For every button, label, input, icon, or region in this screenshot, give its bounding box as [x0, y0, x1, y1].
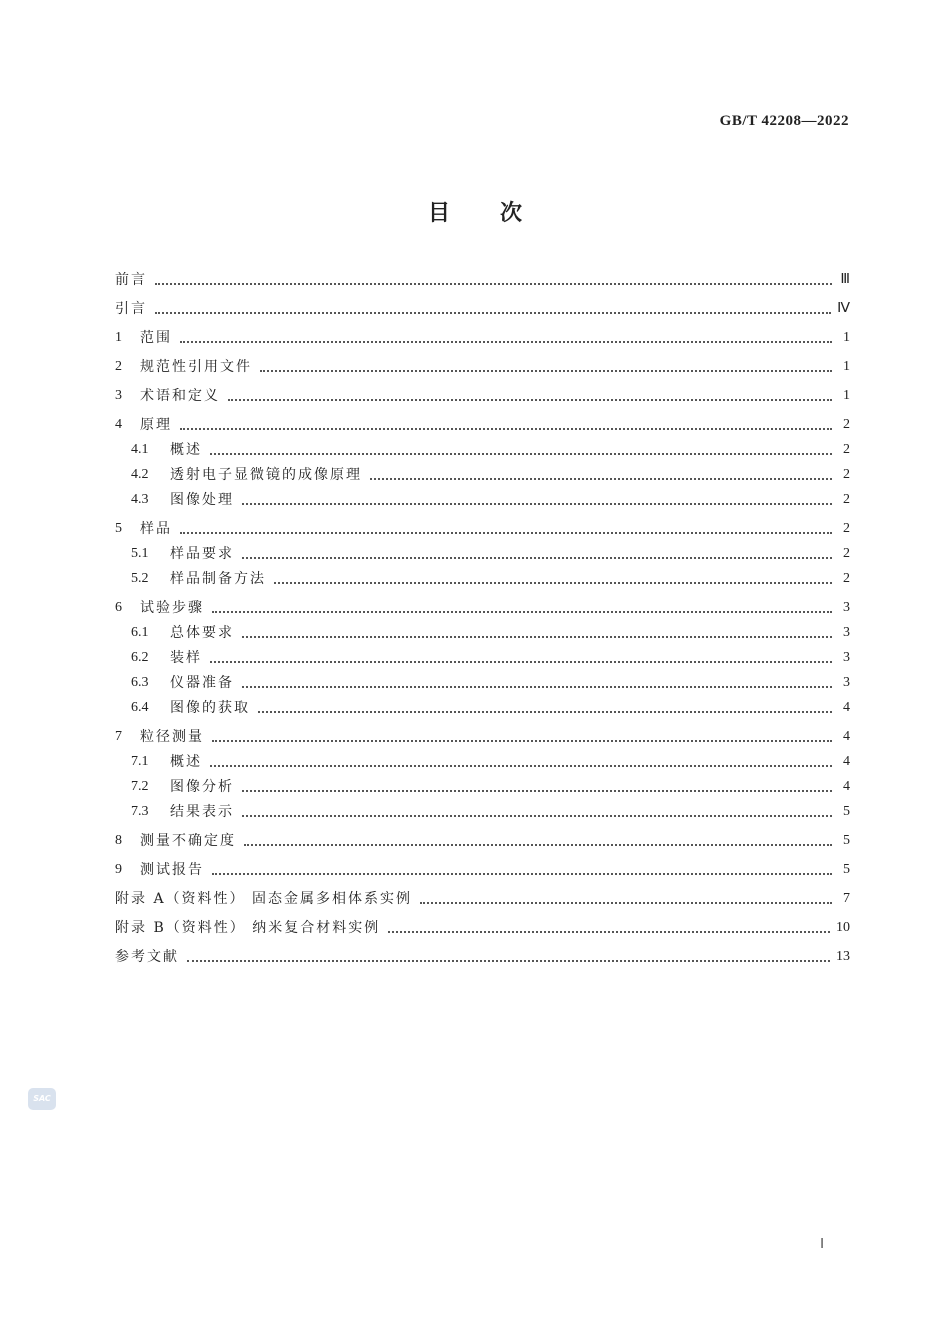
toc-entry-label: 术语和定义 — [140, 388, 220, 404]
dot-leader — [212, 611, 832, 613]
dot-leader — [242, 815, 832, 817]
toc-entry[interactable] — [115, 545, 850, 563]
dot-leader — [187, 960, 830, 962]
toc-entry-page: 2 — [843, 546, 850, 561]
dot-leader — [210, 765, 832, 767]
toc-entry-label: 仪器准备 — [170, 675, 234, 691]
toc-entry-page: 5 — [843, 862, 850, 877]
dot-leader — [180, 532, 832, 534]
toc-entry-label: 透射电子显微镜的成像原理 — [170, 467, 362, 483]
toc-entry-label: 样品制备方法 — [170, 571, 266, 587]
toc-entry[interactable] — [115, 358, 850, 376]
dot-leader — [155, 312, 831, 314]
toc-entry-label: 规范性引用文件 — [140, 359, 252, 375]
toc-entry-number: 7.3 — [131, 804, 149, 819]
toc-entry-page: 2 — [843, 571, 850, 586]
toc-entry-page: 2 — [843, 492, 850, 507]
toc-entry-page: 7 — [843, 891, 850, 906]
toc-entry[interactable] — [115, 491, 850, 509]
toc-entry-number: 4.1 — [131, 442, 149, 457]
dot-leader — [212, 740, 832, 742]
dot-leader — [420, 902, 832, 904]
toc-entry-page: 10 — [836, 920, 850, 935]
toc-entry-label: 结果表示 — [170, 804, 234, 820]
toc-entry-label: 图像处理 — [170, 492, 234, 508]
toc-entry-number: 6.4 — [131, 700, 149, 715]
dot-leader — [242, 790, 832, 792]
toc-entry-page: 3 — [843, 650, 850, 665]
toc-entry[interactable] — [115, 624, 850, 642]
dot-leader — [210, 661, 832, 663]
dot-leader — [260, 370, 832, 372]
toc-entry[interactable] — [115, 441, 850, 459]
toc-entry-label: 附录 B（资料性） 纳米复合材料实例 — [115, 920, 381, 936]
toc-entry-label: 装样 — [170, 650, 202, 666]
toc-entry-label: 试验步骤 — [140, 600, 204, 616]
toc-entry[interactable] — [115, 599, 850, 617]
toc-entry-label: 范围 — [140, 330, 172, 346]
toc-entry[interactable] — [115, 387, 850, 405]
toc-entry[interactable] — [115, 416, 850, 434]
toc-entry-label: 总体要求 — [170, 625, 234, 641]
toc-entry-number: 4 — [115, 417, 122, 432]
toc-entry-number: 1 — [115, 330, 122, 345]
dot-leader — [210, 453, 832, 455]
dot-leader — [228, 399, 832, 401]
toc-entry-label: 概述 — [170, 442, 202, 458]
toc-entry-page: 3 — [843, 675, 850, 690]
toc-entry-label: 样品 — [140, 521, 172, 537]
toc-entry-label: 粒径测量 — [140, 729, 204, 745]
page-number: Ⅰ — [820, 1237, 825, 1252]
dot-leader — [242, 636, 832, 638]
toc-entry-number: 9 — [115, 862, 122, 877]
toc-entry-number: 6.1 — [131, 625, 149, 640]
sac-logo-watermark: SAC — [28, 1088, 56, 1110]
toc-entry[interactable] — [115, 832, 850, 850]
toc-entry-label: 概述 — [170, 754, 202, 770]
toc-entry[interactable] — [115, 329, 850, 347]
toc-entry-number: 6 — [115, 600, 122, 615]
toc-entry-number: 4.2 — [131, 467, 149, 482]
toc-entry-page: 3 — [843, 625, 850, 640]
toc-entry[interactable] — [115, 271, 850, 289]
toc-entry-label: 样品要求 — [170, 546, 234, 562]
toc-entry-label: 参考文献 — [115, 949, 179, 965]
toc-entry-number: 8 — [115, 833, 122, 848]
toc-entry-number: 7.2 — [131, 779, 149, 794]
toc-entry[interactable] — [115, 300, 850, 318]
dot-leader — [370, 478, 832, 480]
dot-leader — [242, 503, 832, 505]
toc-entry[interactable] — [115, 674, 850, 692]
toc-entry[interactable] — [115, 778, 850, 796]
dot-leader — [242, 557, 832, 559]
toc-entry-page: 5 — [843, 804, 850, 819]
toc-entry-number: 6.2 — [131, 650, 149, 665]
toc-entry-page: 2 — [843, 467, 850, 482]
toc-entry-label: 附录 A（资料性） 固态金属多相体系实例 — [115, 891, 413, 907]
dot-leader — [155, 283, 832, 285]
toc-entry-number: 5.1 — [131, 546, 149, 561]
toc-entry-page: 1 — [843, 330, 850, 345]
dot-leader — [244, 844, 832, 846]
toc-entry-label: 测试报告 — [140, 862, 204, 878]
toc-entry-page: Ⅳ — [837, 301, 850, 316]
toc-entry-page: 3 — [843, 600, 850, 615]
dot-leader — [242, 686, 832, 688]
toc-entry-page: 4 — [843, 754, 850, 769]
toc-entry[interactable] — [115, 520, 850, 538]
toc-entry-number: 4.3 — [131, 492, 149, 507]
toc-entry-page: 5 — [843, 833, 850, 848]
toc-entry-page: 13 — [836, 949, 850, 964]
toc-entry[interactable] — [115, 861, 850, 879]
toc-entry-number: 7 — [115, 729, 122, 744]
toc-entry-number: 5 — [115, 521, 122, 536]
toc-entry-page: 2 — [843, 417, 850, 432]
dot-leader — [274, 582, 832, 584]
dot-leader — [180, 341, 832, 343]
standard-code: GB/T 42208—2022 — [719, 113, 849, 129]
toc-entry-label: 图像的获取 — [170, 700, 250, 716]
toc-entry-page: 4 — [843, 779, 850, 794]
toc-entry-page: 4 — [843, 700, 850, 715]
toc-entry-number: 7.1 — [131, 754, 149, 769]
toc-entry[interactable] — [115, 728, 850, 746]
toc-entry[interactable] — [115, 948, 850, 966]
toc-entry-label: 图像分析 — [170, 779, 234, 795]
toc-entry[interactable] — [115, 649, 850, 667]
toc-entry[interactable] — [115, 919, 850, 937]
toc-entry-number: 2 — [115, 359, 122, 374]
toc-entry-page: 2 — [843, 521, 850, 536]
toc-entry-label: 引言 — [115, 301, 147, 317]
dot-leader — [258, 711, 832, 713]
dot-leader — [180, 428, 832, 430]
toc-entry-page: 2 — [843, 442, 850, 457]
toc-entry-page: 1 — [843, 388, 850, 403]
toc-entry-label: 测量不确定度 — [140, 833, 236, 849]
toc-entry-number: 5.2 — [131, 571, 149, 586]
toc-entry[interactable] — [115, 753, 850, 771]
toc-entry-label: 原理 — [140, 417, 172, 433]
dot-leader — [212, 873, 832, 875]
page-title: 目次 — [427, 201, 572, 226]
toc-entry-number: 3 — [115, 388, 122, 403]
toc-entry-label: 前言 — [115, 272, 147, 288]
toc-entry[interactable] — [115, 466, 850, 484]
dot-leader — [388, 931, 830, 933]
toc-entry[interactable] — [115, 803, 850, 821]
toc-entry-number: 6.3 — [131, 675, 149, 690]
toc-entry[interactable] — [115, 570, 850, 588]
table-of-contents — [115, 271, 850, 966]
toc-entry[interactable] — [115, 699, 850, 717]
toc-entry-page: Ⅲ — [840, 272, 850, 287]
toc-entry[interactable] — [115, 890, 850, 908]
toc-entry-page: 4 — [843, 729, 850, 744]
toc-entry-page: 1 — [843, 359, 850, 374]
